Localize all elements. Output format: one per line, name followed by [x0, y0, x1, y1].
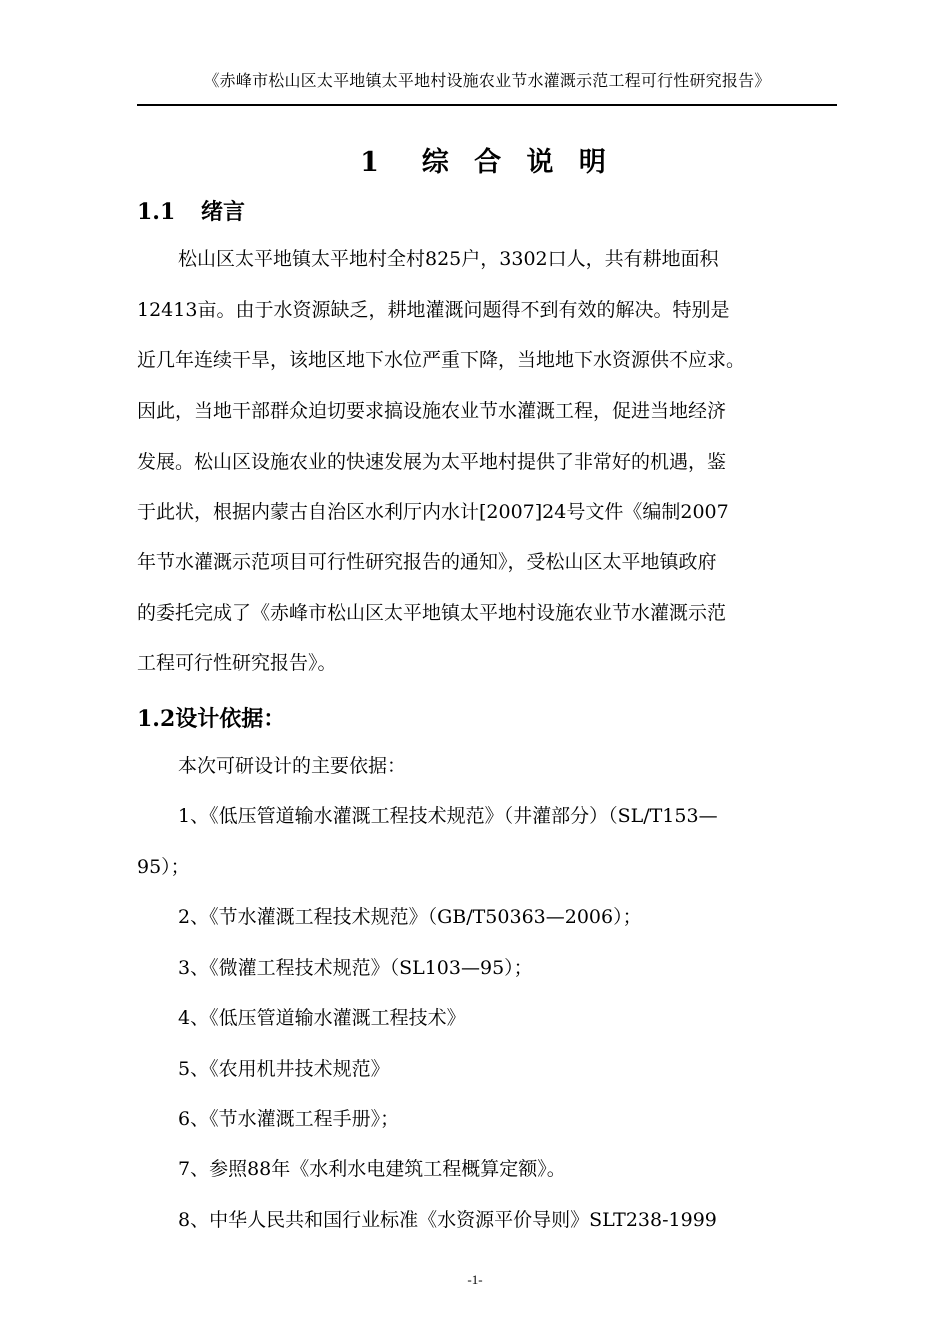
section-heading-1-1: [137, 195, 245, 226]
list-item: 2、《节水灌溉工程技术规范》（GB/T50363—2006）；: [178, 906, 642, 928]
chapter-title: [137, 140, 837, 179]
paragraph-line: 发展。松山区设施农业的快速发展为太平地村提供了非常好的机遇，鉴: [137, 451, 727, 473]
paragraph-line: 因此，当地干部群众迫切要求搞设施农业节水灌溉工程，促进当地经济: [137, 400, 727, 422]
list-item: 3、《微灌工程技术规范》（SL103—95）；: [178, 957, 533, 979]
paragraph-line: 松山区太平地镇太平地村全村825户，3302口人，共有耕地面积: [178, 248, 719, 270]
paragraph-line: 年节水灌溉示范项目可行性研究报告的通知》，受松山区太平地镇政府: [137, 551, 717, 573]
header-rule: [137, 104, 837, 106]
section-number: 1.1: [137, 199, 176, 225]
paragraph-line: 于此状，根据内蒙古自治区水利厅内水计[2007]24号文件《编制2007: [137, 501, 729, 523]
section-heading-1-2: 1.2设计依据：: [137, 706, 286, 732]
list-item: 1、《低压管道输水灌溉工程技术规范》（井灌部分）（SL/T153—: [178, 805, 718, 827]
list-item: 5、《农用机井技术规范》: [178, 1058, 390, 1080]
chapter-name: 综 合 说 明: [421, 147, 614, 178]
paragraph-line: 的委托完成了《赤峰市松山区太平地镇太平地村设施农业节水灌溉示范: [137, 602, 727, 624]
chapter-number: 1: [360, 147, 387, 178]
paragraph-line: 近几年连续干旱，该地区地下水位严重下降，当地地下水资源供不应求。: [137, 349, 746, 371]
running-header: 《赤峰市松山区太平地镇太平地村设施农业节水灌溉示范工程可行性研究报告》: [203, 71, 771, 90]
paragraph-line: 工程可行性研究报告》。: [137, 652, 337, 674]
list-item: 4、《低压管道输水灌溉工程技术》: [178, 1007, 466, 1029]
section-title: 绪言: [201, 199, 246, 225]
list-item: 8、中华人民共和国行业标准《水资源平价导则》SLT238-1999: [178, 1209, 717, 1231]
list-item: 6、《节水灌溉工程手册》；: [178, 1108, 400, 1130]
list-item: 95）；: [137, 856, 190, 878]
list-item: 7、参照88年《水利水电建筑工程概算定额》。: [178, 1158, 566, 1180]
page-number: -1-: [467, 1272, 483, 1287]
paragraph-line: 本次可研设计的主要依据：: [178, 755, 407, 777]
paragraph-line: 12413亩。由于水资源缺乏，耕地灌溉问题得不到有效的解决。特别是: [137, 299, 730, 321]
